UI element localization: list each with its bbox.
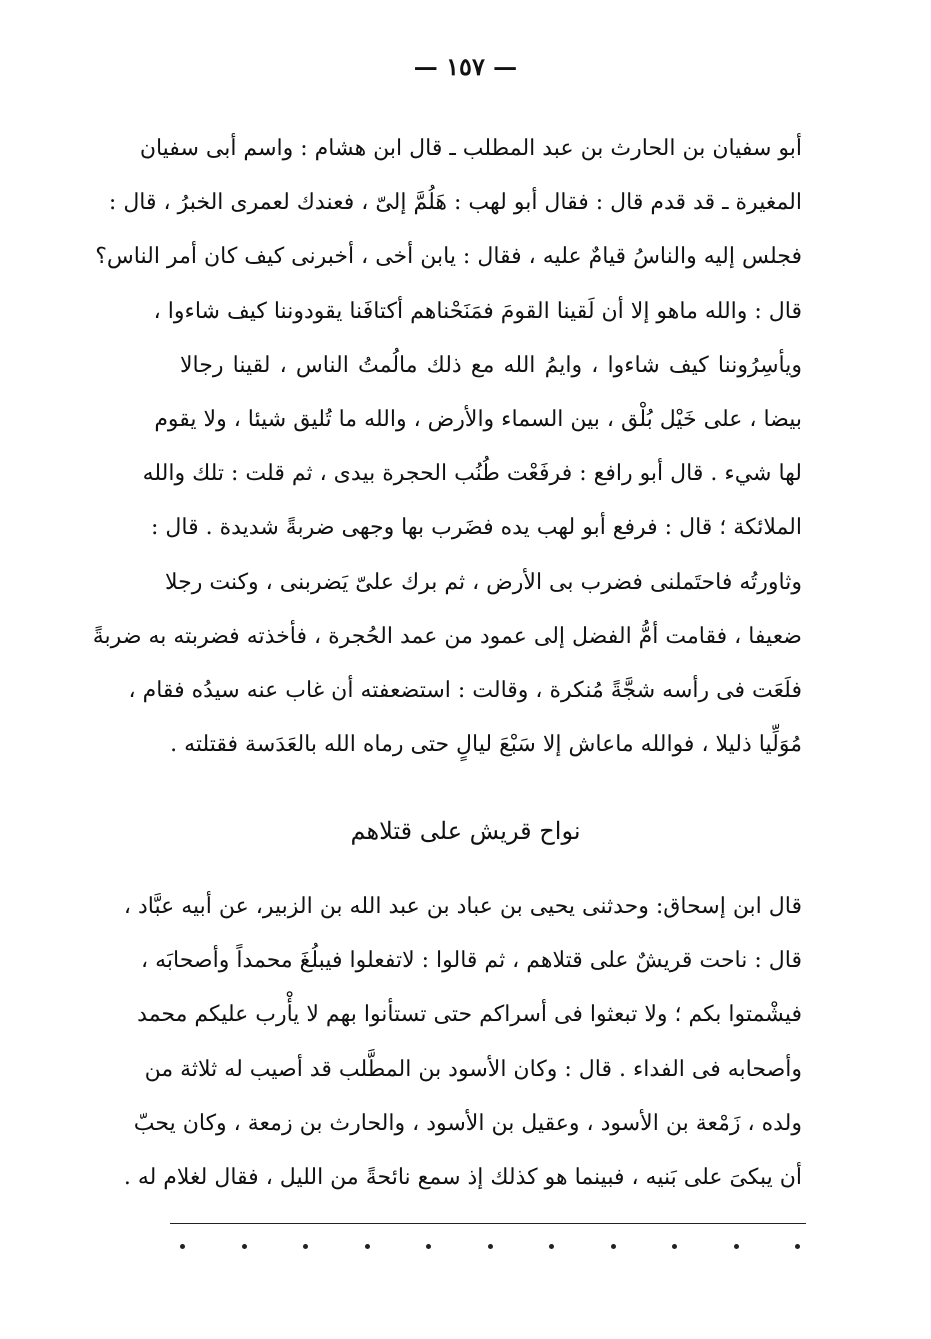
paragraph-1-line: أبو سفيان بن الحارث بن عبد المطلب ـ قال ابن هشام : واسم أبى سفيان xyxy=(139,136,802,161)
footer-dot xyxy=(795,1244,800,1249)
paragraph-2-line: ولده ، زَمْعة بن الأسود ، وعقيل بن الأسود ، والحارث بن زمعة ، وكان يحبّ xyxy=(133,1110,802,1136)
footer-dot xyxy=(180,1244,185,1249)
paragraph-1-line: فجلس إليه والناسُ قيامٌ عليه ، فقال : يابن أخى ، أخبرنى كيف كان أمر الناس؟ xyxy=(95,244,802,270)
footer-dot-leader xyxy=(180,1236,800,1256)
paragraph-1-line: ضعيفا ، فقامت أمُّ الفضل إلى عمود من عمد الحُجرة ، فأخذته فضربته به ضربةً xyxy=(92,623,802,649)
paragraph-2-line: فيشْمتوا بكم ؛ ولا تبعثوا فى أسراكم حتى تستأنوا بهم لا يأْرب عليكم محمد xyxy=(137,1002,802,1028)
footer-dot xyxy=(242,1244,247,1249)
footer-dot xyxy=(672,1244,677,1249)
paragraph-1-line: قال : والله ماهو إلا أن لَقينا القومَ فمَنَحْناهم أكتافَنا يقودوننا كيف شاءوا ، xyxy=(153,298,802,324)
paragraph-2-line: وأصحابه فى الفداء . قال : وكان الأسود بن المطَّلب قد أصيب له ثلاثة من xyxy=(144,1056,802,1082)
section-heading: نواح قريش على قتلاهم xyxy=(350,817,581,845)
paragraph-1-line: بيضا ، على خَيْل بُلْق ، بين السماء والأرض ، والله ما تُليق شيئا ، ولا يقوم xyxy=(154,406,802,432)
paragraph-1 xyxy=(92,122,802,772)
paragraph-1-line: وثاورتُه فاحتَملنى فضرب بى الأرض ، ثم برك علىّ يَضربنى ، وكنت رجلا xyxy=(165,569,802,595)
paragraph-1-line: فلَعَت فى رأسه شجَّةً مُنكرة ، وقالت : استضعفته أن غاب عنه سيدُه فقام ، xyxy=(128,677,802,703)
paragraph-1-line: لها شيء . قال أبو رافع : فرفَعْت طُنُب الحجرة بيدى ، ثم قلت : تلك والله xyxy=(142,461,802,487)
footer-dot xyxy=(426,1244,431,1249)
paragraph-1-line: الملائكة ؛ قال : فرفع أبو لهب يده فضَرب بها وجهى ضربةً شديدة . قال : xyxy=(151,515,802,541)
footer-rule xyxy=(170,1223,806,1224)
paragraph-2-line: أن يبكىَ على بَنيه ، فبينما هو كذلك إذ سمع نائحةً من الليل ، فقال لغلام له . xyxy=(123,1164,802,1190)
paragraph-2 xyxy=(123,880,802,1205)
footer-dot xyxy=(488,1244,493,1249)
paragraph-2-line: قال : ناحت قريشٌ على قتلاهم ، ثم قالوا : لاتفعلوا فيبلُغَ محمداً وأصحابَه ، xyxy=(141,948,802,974)
paragraph-1-line: مُوَلِّيا ذليلا ، فوالله ماعاش إلا سَبْعَ ليالٍ حتى رماه الله بالعَدَسة فقتلته . xyxy=(170,732,802,758)
footer-dot xyxy=(734,1244,739,1249)
paragraph-1-line: ويأسِرُوننا كيف شاءوا ، وايمُ الله مع ذلك مالُمتُ الناس ، لقينا رجالا xyxy=(180,352,802,378)
footer-dot xyxy=(549,1244,554,1249)
footer-dot xyxy=(365,1244,370,1249)
paragraph-2-line: قال ابن إسحاق: وحدثنى يحيى بن عباد بن عبد الله بن الزبير، عن أبيه عبَّاد ، xyxy=(123,894,802,919)
page-number: — ١٥٧ — xyxy=(413,52,518,81)
footer-dot xyxy=(303,1244,308,1249)
footer-dot xyxy=(611,1244,616,1249)
paragraph-1-line: المغيرة ـ قد قدم قال : فقال أبو لهب : هَلُمَّ إلىّ ، فعندك لعمرى الخبرُ ، قال : xyxy=(108,190,802,216)
